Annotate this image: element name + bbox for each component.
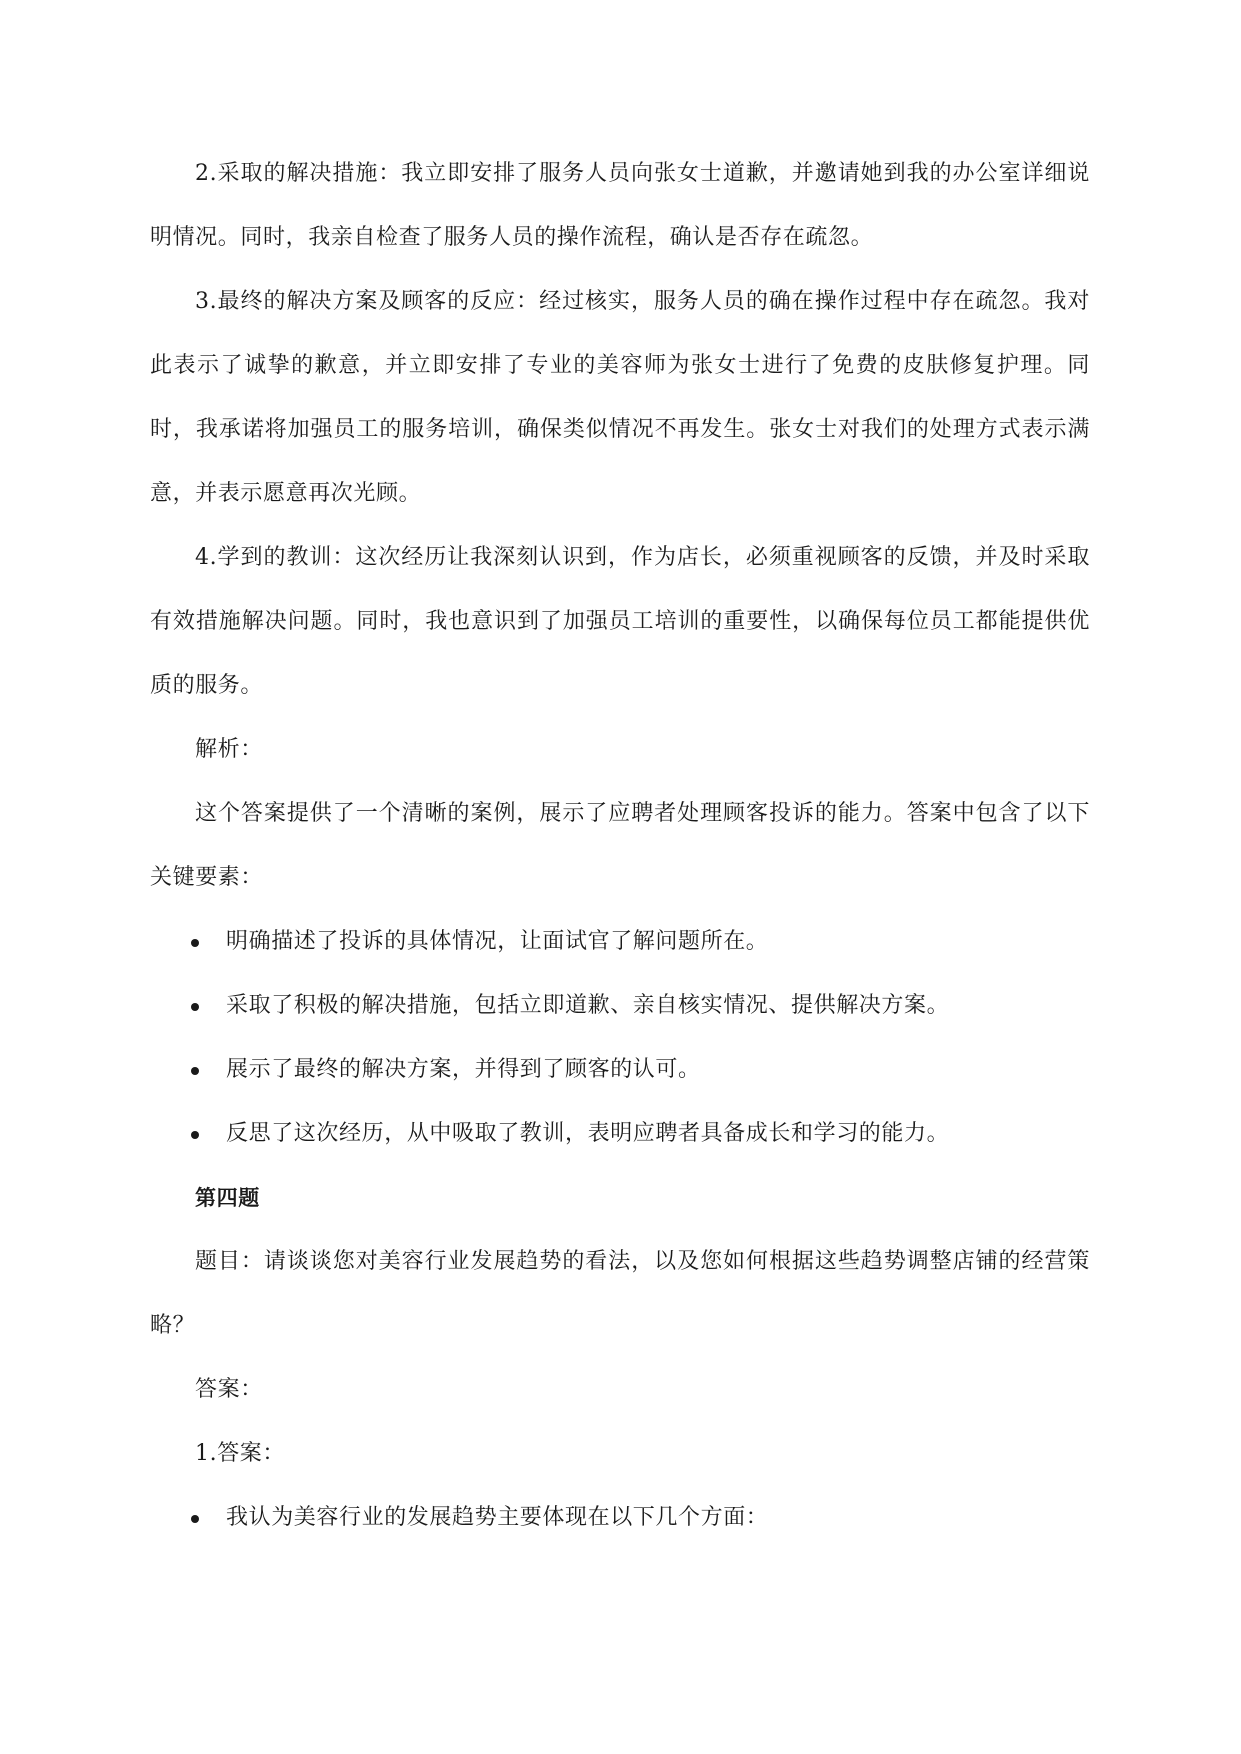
list-item-text: 采取了积极的解决措施，包括立即道歉、亲自核实情况、提供解决方案。 xyxy=(226,993,950,1018)
analysis-label: 解析： xyxy=(195,737,263,762)
answer-item-label: 1.答案： xyxy=(195,1441,285,1466)
list-item-text: 明确描述了投诉的具体情况，让面试官了解问题所在。 xyxy=(226,929,769,954)
bullet-dot-icon xyxy=(191,1067,199,1075)
answer-label: 答案： xyxy=(195,1377,263,1402)
paragraph-lessons-learned: 4.学到的教训：这次经历让我深刻认识到，作为店长，必须重视顾客的反馈，并及时采取有效措施解决问题。同时，我也意识到了加强员工培训的重要性，以确保每位员工都能提供优质的服务。 xyxy=(150,545,1090,698)
list-item xyxy=(150,974,1090,1038)
question-text: 题目：请谈谈您对美容行业发展趋势的看法，以及您如何根据这些趋势调整店铺的经营策略？ xyxy=(150,1249,1090,1338)
list-item xyxy=(150,1038,1090,1102)
bullet-dot-icon xyxy=(191,1003,199,1011)
list-item xyxy=(150,1486,1090,1550)
bullet-dot-icon xyxy=(191,1131,199,1139)
bullet-dot-icon xyxy=(191,1515,199,1523)
analysis-bullet-list xyxy=(150,910,1090,1166)
list-item xyxy=(150,1102,1090,1166)
list-item xyxy=(150,910,1090,974)
answer-bullet-list xyxy=(150,1486,1090,1550)
bullet-dot-icon xyxy=(191,939,199,947)
document-body xyxy=(150,142,1090,1550)
paragraph-analysis: 这个答案提供了一个清晰的案例，展示了应聘者处理顾客投诉的能力。答案中包含了以下关键要素： xyxy=(150,801,1090,890)
list-item-text: 我认为美容行业的发展趋势主要体现在以下几个方面： xyxy=(226,1505,769,1530)
list-item-text: 展示了最终的解决方案，并得到了顾客的认可。 xyxy=(226,1057,701,1082)
paragraph-final-solution: 3.最终的解决方案及顾客的反应：经过核实，服务人员的确在操作过程中存在疏忽。我对此表示了诚挚的歉意，并立即安排了专业的美容师为张女士进行了免费的皮肤修复护理。同时，我承诺将加强员工的服务培训，确保类似情况不再发生。张女士对我们的处理方式表示满意，并表示愿意再次光顾。 xyxy=(150,289,1090,506)
list-item-text: 反思了这次经历，从中吸取了教训，表明应聘者具备成长和学习的能力。 xyxy=(226,1121,950,1146)
section-heading: 第四题 xyxy=(195,1186,260,1210)
paragraph-solution-measures: 2.采取的解决措施：我立即安排了服务人员向张女士道歉，并邀请她到我的办公室详细说明情况。同时，我亲自检查了服务人员的操作流程，确认是否存在疏忽。 xyxy=(150,161,1090,250)
